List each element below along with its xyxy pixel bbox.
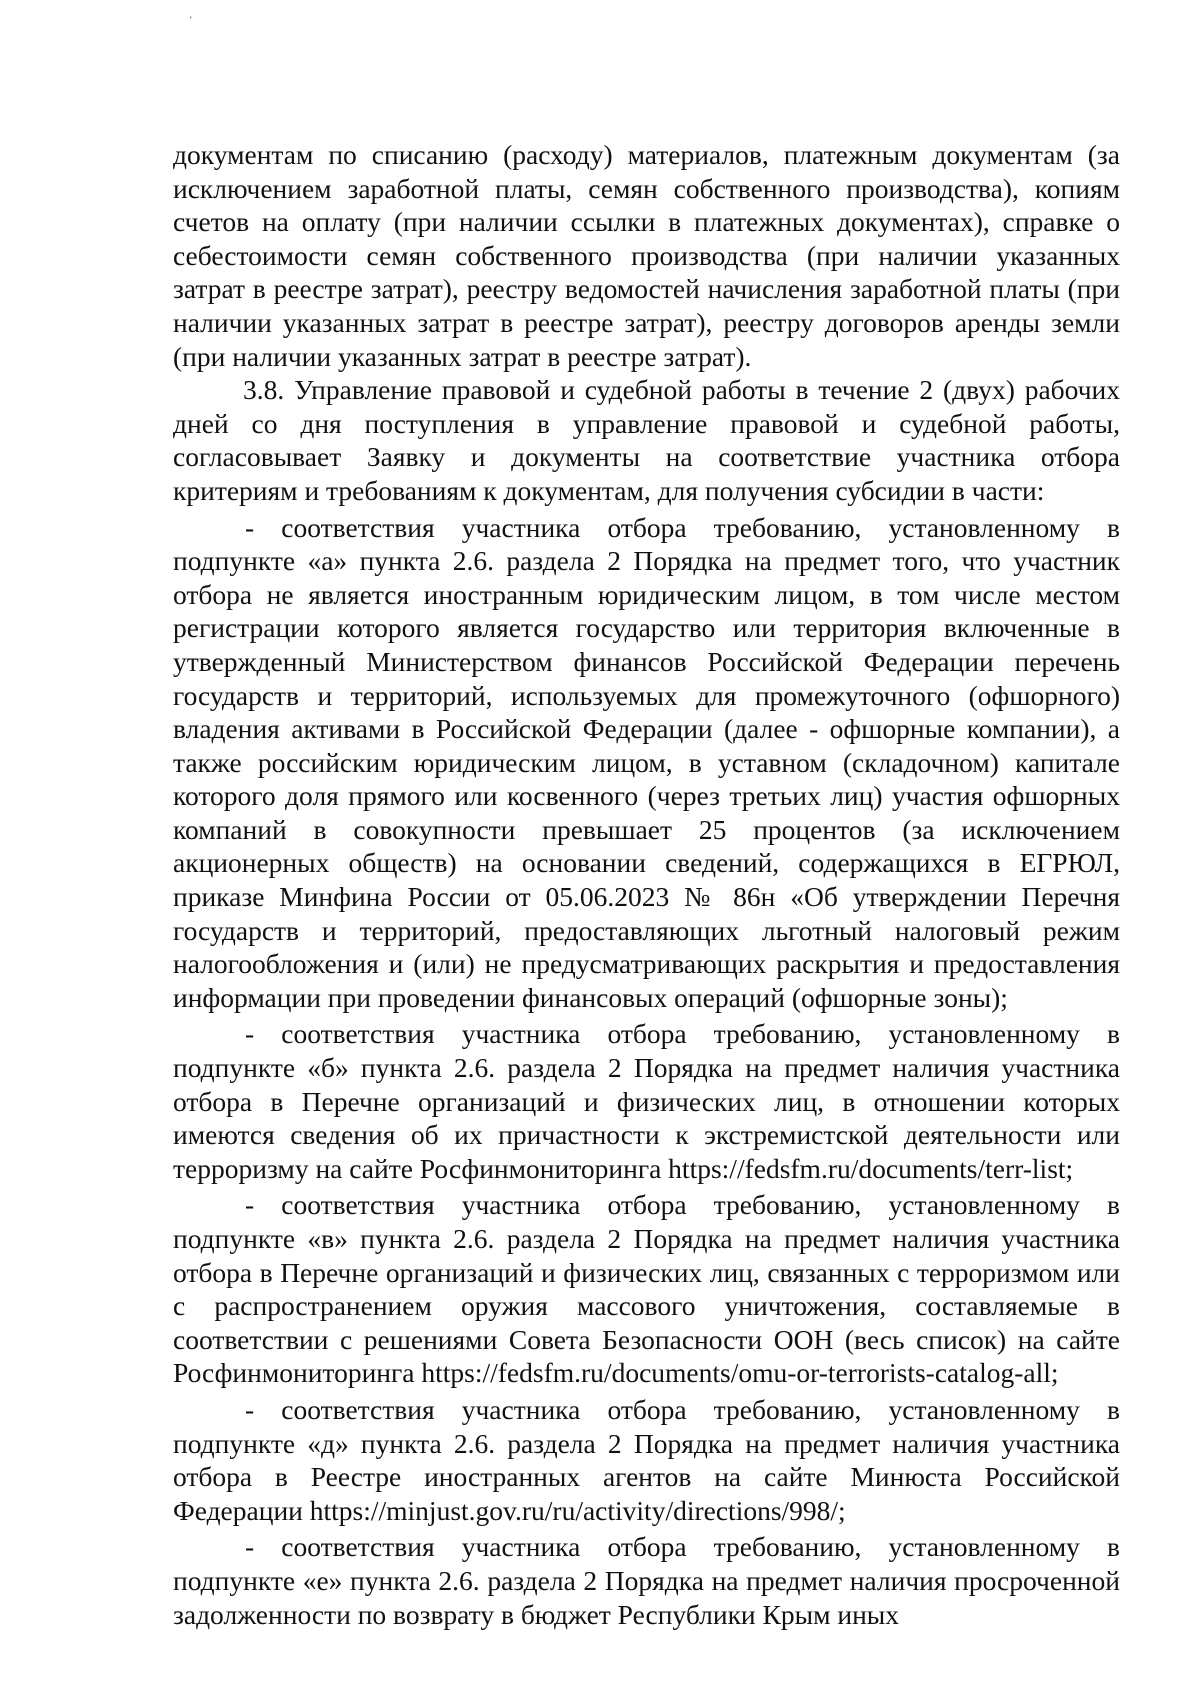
- paragraph-section-3-8: 3.8. Управление правовой и судебной работы в течение 2 (двух) рабочих дней со дня поступления в управление правовой и судебной работы, согласовывает Заявку и документы на соответствие участника отбора критериям и требованиям к документам, для получения субсидии в части:: [173, 374, 1120, 506]
- paragraph-continuation: документам по списанию (расходу) материалов, платежным документам (за исключением заработной платы, семян собственного производства), копиям счетов на оплату (при наличии ссылки в платежных документах), справке о себестоимости семян собственного производства (при наличии указанных затрат в реестре затрат), реестру ведомостей начисления заработной платы (при наличии указанных затрат в реестре затрат), реестру договоров аренды земли (при наличии указанных затрат в реестре затрат).: [173, 139, 1120, 372]
- list-item-subpoint-e: - соответствия участника отбора требованию, установленному в подпункте «е» пункта 2.6. раздела 2 Порядка на предмет наличия просроченной задолженности по возврату в бюджет Республики Крым иных: [173, 1531, 1120, 1630]
- list-item-subpoint-v: - соответствия участника отбора требованию, установленному в подпункте «в» пункта 2.6. раздела 2 Порядка на предмет наличия участника отбора в Перечне организаций и физических лиц, связанных с терроризмом или с распространением оружия массового уничтожения, составляемые в соответствии с решениями Совета Безопасности ООН (весь список) на сайте Росфинмониторинга https://fedsfm.ru/documents/omu-or-terrorists-catalog-all;: [173, 1189, 1120, 1389]
- document-body: [173, 138, 1120, 1631]
- page-mark: ʻ: [189, 14, 193, 26]
- list-item-subpoint-a: - соответствия участника отбора требованию, установленному в подпункте «а» пункта 2.6. раздела 2 Порядка на предмет того, что участник отбора не является иностранным юридическим лицом, в том числе местом регистрации которого является государство или территория включенные в утвержденный Министерством финансов Российской Федерации перечень государств и территорий, используемых для промежуточного (офшорного) владения активами в Российской Федерации (далее - офшорные компании), а также российским юридическим лицом, в уставном (складочном) капитале которого доля прямого или косвенного (через третьих лиц) участия офшорных компаний в совокупности превышает 25 процентов (за исключением акционерных обществ) на основании сведений, содержащихся в ЕГРЮЛ, приказе Минфина России от 05.06.2023 № 86н «Об утверждении Перечня государств и территорий, предоставляющих льготный налоговый режим налогообложения и (или) не предусматривающих раскрытия и предоставления информации при проведении финансовых операций (офшорные зоны);: [173, 511, 1120, 1013]
- list-item-subpoint-d: - соответствия участника отбора требованию, установленному в подпункте «д» пункта 2.6. раздела 2 Порядка на предмет наличия участника отбора в Реестре иностранных агентов на сайте Минюста Российской Федерации https://minjust.gov.ru/ru/activity/directions/998/;: [173, 1393, 1120, 1526]
- list-item-subpoint-b: - соответствия участника отбора требованию, установленному в подпункте «б» пункта 2.6. раздела 2 Порядка на предмет наличия участника отбора в Перечне организаций и физических лиц, в отношении которых имеются сведения об их причастности к экстремистской деятельности или терроризму на сайте Росфинмониторинга https://fedsfm.ru/documents/terr-list;: [173, 1018, 1120, 1184]
